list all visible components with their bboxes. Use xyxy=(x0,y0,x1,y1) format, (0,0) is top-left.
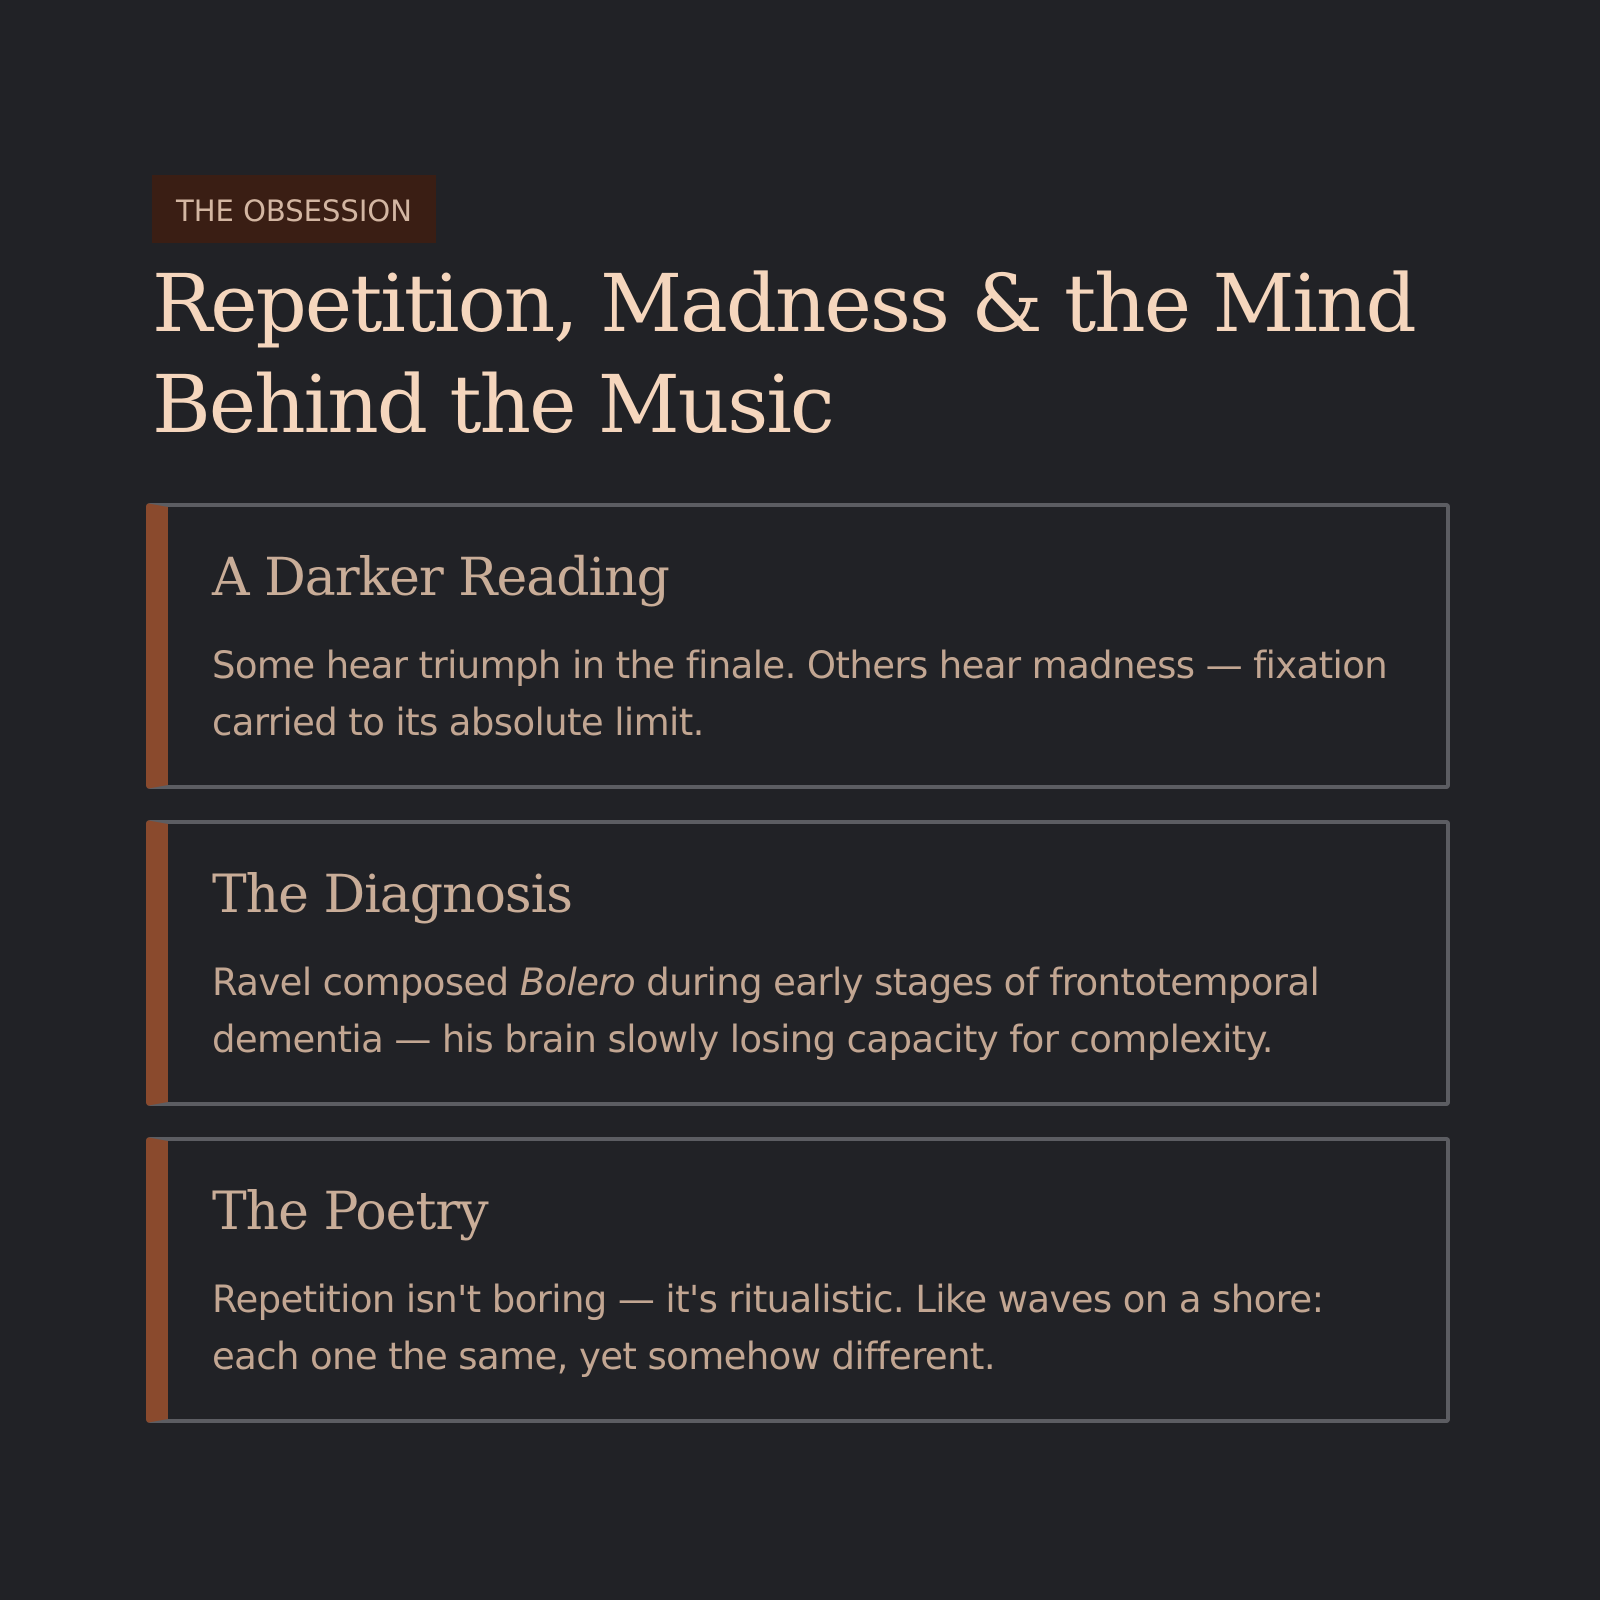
section-kicker: THE OBSESSION xyxy=(152,175,436,243)
card-body-text: during early stages of frontotemporal dementia — his brain slowly losing capacity for complexity. xyxy=(212,961,1320,1061)
card-body: Some hear triumph in the finale. Others hear madness — fixation carried to its absolute limit. xyxy=(212,644,1388,744)
card-title: The Diagnosis xyxy=(212,865,572,925)
card-body xyxy=(212,954,1406,1068)
page-title-line-1: Repetition, Madness & the Mind xyxy=(152,257,1415,350)
card-darker-reading xyxy=(146,503,1450,789)
card-title: A Darker Reading xyxy=(212,548,669,608)
card-title: The Poetry xyxy=(212,1182,488,1242)
page-title-line-2: Behind the Music xyxy=(152,358,833,451)
card-poetry xyxy=(146,1137,1450,1423)
card-body-emphasis: Bolero xyxy=(519,961,636,1004)
page-title xyxy=(152,253,1448,455)
card-diagnosis xyxy=(146,820,1450,1106)
header xyxy=(152,175,1448,455)
card-body: Repetition isn't boring — it's ritualistic. Like waves on a shore: each one the same, yet somehow different. xyxy=(212,1278,1324,1378)
card-list xyxy=(146,503,1450,1454)
card-body-text: Ravel composed xyxy=(212,961,520,1004)
